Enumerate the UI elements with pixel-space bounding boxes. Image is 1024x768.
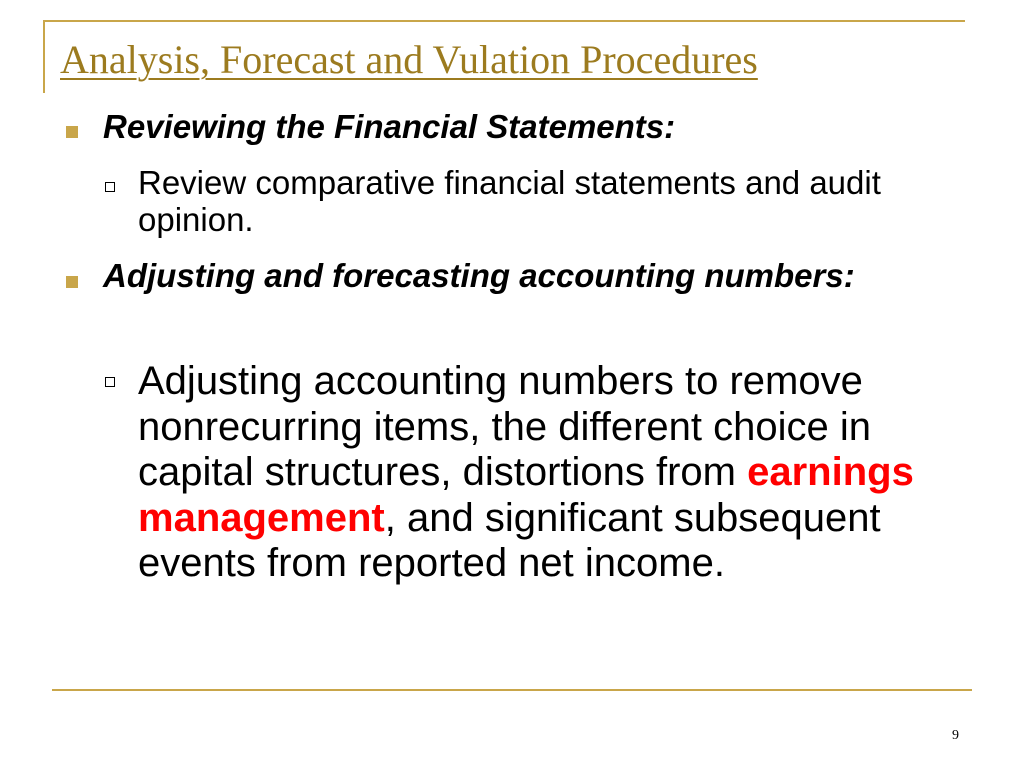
footer-rule [52, 689, 972, 691]
page-number: 9 [952, 728, 959, 743]
bullet-heading-reviewing: Reviewing the Financial Statements: [103, 108, 676, 145]
sub-bullet-hollow-square-icon [105, 182, 115, 192]
highlight-earnings-management: earnings management [138, 450, 914, 540]
sub-bullet-review-text: Review comparative financial statements and audit opinion. [138, 164, 881, 238]
bullet-heading-adjusting: Adjusting and forecasting accounting numbers: [103, 257, 855, 294]
sub-bullet-adjusting-before: Adjusting accounting numbers to remove nonrecurring items, the different choice in capital structures, distortions from [138, 359, 871, 494]
sub-bullet-adjusting-text [138, 359, 978, 587]
sub-bullet-adjusting-after: , and significant subsequent events from reported net income. [138, 495, 881, 585]
bullet-square-icon [66, 126, 78, 138]
sub-bullet-hollow-square-icon [105, 377, 115, 387]
bullet-square-icon [66, 276, 78, 288]
title-top-rule [43, 20, 965, 22]
slide-title: Analysis, Forecast and Vulation Procedures [60, 37, 758, 82]
title-left-rule [43, 20, 45, 93]
